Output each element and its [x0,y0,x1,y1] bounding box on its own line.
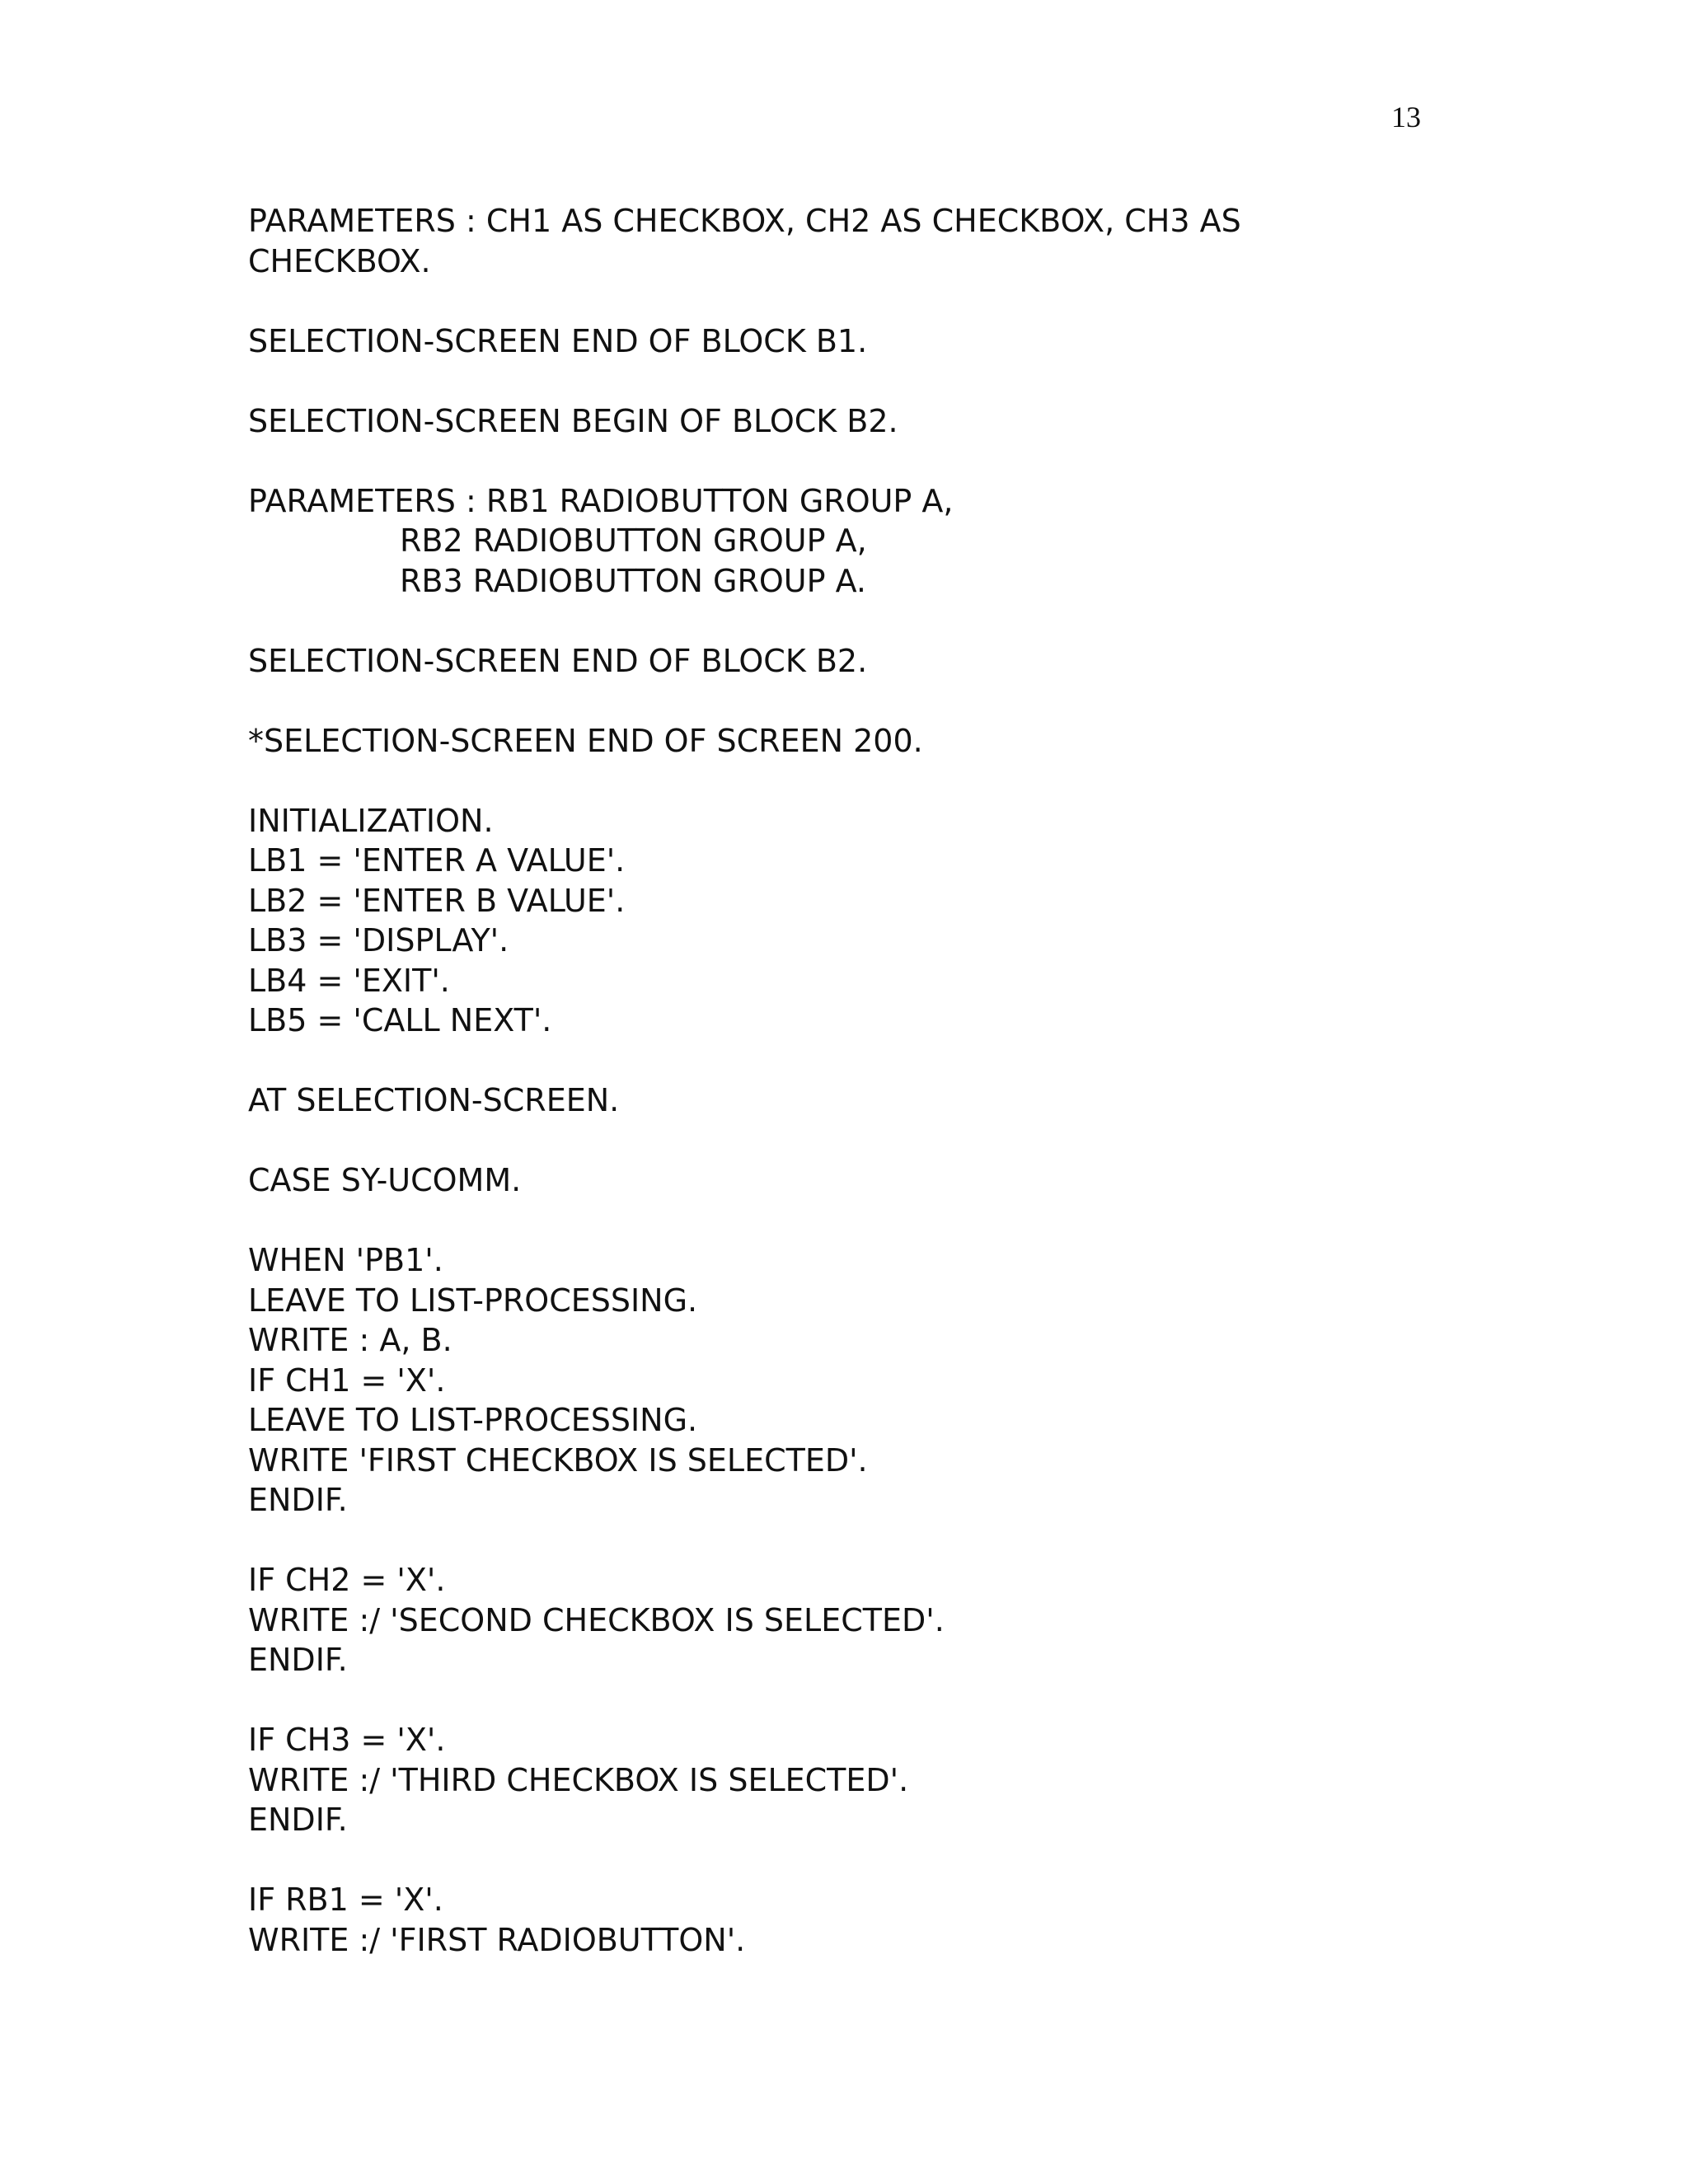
code-line: INITIALIZATION. [248,802,494,839]
blank-line [248,281,1484,321]
blank-line [248,1521,1484,1561]
code-line: SELECTION-SCREEN END OF BLOCK B2. [248,642,868,679]
code-line: LB5 = 'CALL NEXT'. [248,1002,552,1038]
code-listing [248,201,1484,1960]
code-line: PARAMETERS : RB1 RADIOBUTTON GROUP A, [248,482,954,519]
code-line: LB4 = 'EXIT'. [248,962,450,999]
code-line: ENDIF. [248,1802,348,1838]
code-line: IF CH2 = 'X'. [248,1562,446,1598]
blank-line [248,1680,1484,1721]
code-line: CHECKBOX. [248,242,431,279]
blank-line [248,361,1484,401]
code-line-indented: RB2 RADIOBUTTON GROUP A, [400,523,867,559]
code-line: CASE SY-UCOMM. [248,1162,522,1198]
code-line: WRITE :/ 'FIRST RADIOBUTTON'. [248,1921,746,1958]
code-line: LEAVE TO LIST-PROCESSING. [248,1402,698,1438]
blank-line [248,761,1484,801]
code-line: WRITE : A, B. [248,1322,452,1358]
code-line: WRITE 'FIRST CHECKBOX IS SELECTED'. [248,1441,868,1479]
code-line: LB3 = 'DISPLAY'. [248,922,509,958]
blank-line [248,1121,1484,1161]
code-line: LB1 = 'ENTER A VALUE'. [248,842,626,879]
code-line: LEAVE TO LIST-PROCESSING. [248,1282,698,1319]
code-line: WRITE :/ 'SECOND CHECKBOX IS SELECTED'. [248,1601,945,1638]
code-line-indented: RB3 RADIOBUTTON GROUP A. [400,562,866,599]
blank-line [248,1840,1484,1881]
blank-line [248,441,1484,481]
code-line: IF RB1 = 'X'. [248,1882,443,1918]
code-line: ENDIF. [248,1642,348,1678]
code-line: ENDIF. [248,1482,348,1518]
code-line: AT SELECTION-SCREEN. [248,1082,620,1118]
blank-line [248,681,1484,721]
code-line: WHEN 'PB1'. [248,1242,443,1278]
blank-line [248,601,1484,641]
code-line: SELECTION-SCREEN END OF BLOCK B1. [248,322,868,359]
code-line: SELECTION-SCREEN BEGIN OF BLOCK B2. [248,402,898,439]
code-line: PARAMETERS : CH1 AS CHECKBOX, CH2 AS CHECKBOX, CH3 AS [248,203,1241,239]
code-line: WRITE :/ 'THIRD CHECKBOX IS SELECTED'. [248,1761,909,1798]
code-line: LB2 = 'ENTER B VALUE'. [248,882,626,919]
page-number: 13 [1391,101,1421,134]
code-line: *SELECTION-SCREEN END OF SCREEN 200. [248,722,923,759]
code-line: IF CH1 = 'X'. [248,1361,446,1399]
blank-line [248,1201,1484,1241]
blank-line [248,1041,1484,1081]
code-line: IF CH3 = 'X'. [248,1722,446,1758]
